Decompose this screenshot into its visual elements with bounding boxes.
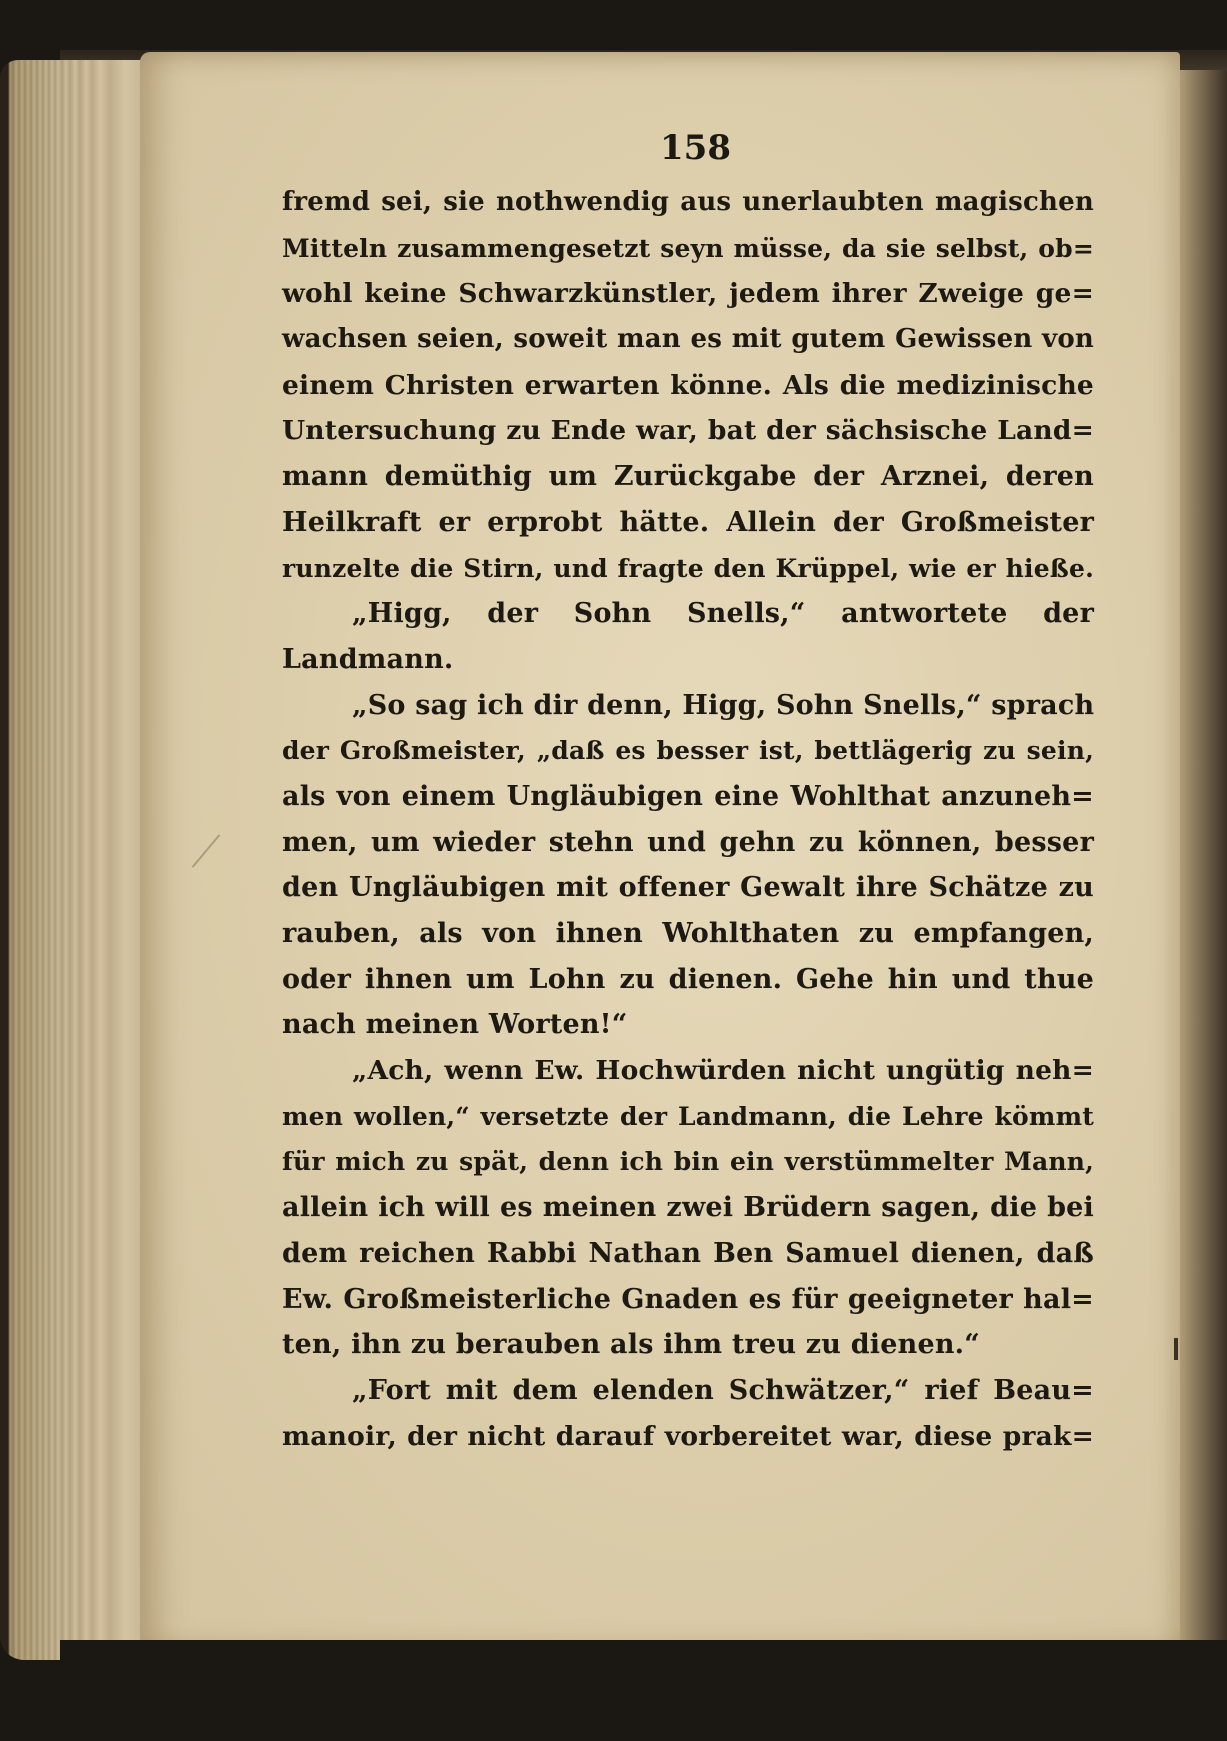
text-line: runzelte die Stirn, und fragte den Krüppel, wie er hieße. (282, 553, 1094, 583)
text-line: „So sag ich dir denn, Higg, Sohn Snells,“ sprach (352, 689, 1095, 721)
text-line: Landmann. (282, 643, 454, 675)
text-line: „Ach, wenn Ew. Hochwürden nicht ungütig neh= (352, 1055, 1094, 1087)
page-number: 158 (660, 128, 731, 168)
text-line: rauben, als von ihnen Wohlthaten zu empfangen, (282, 918, 1094, 949)
text-line: fremd sei, sie nothwendig aus unerlaubten magischen (282, 187, 1094, 217)
book-bottom-background (60, 1640, 1227, 1741)
text-line: als von einem Ungläubigen eine Wohlthat anzuneh= (282, 780, 1094, 812)
text-line: wohl keine Schwarzkünstler, jedem ihrer Zweige ge= (282, 278, 1094, 310)
text-line: men, um wieder stehn und gehn zu können, besser (282, 826, 1094, 858)
text-line: den Ungläubigen mit offener Gewalt ihre Schätze zu (282, 872, 1094, 904)
text-line: Heilkraft er erprobt hätte. Allein der Großmeister (282, 506, 1094, 538)
page-edge-tick (1174, 1338, 1178, 1360)
text-line: Ew. Großmeisterliche Gnaden es für geeigneter hal= (282, 1283, 1094, 1315)
text-line: Mitteln zusammengesetzt seyn müsse, da sie selbst, ob= (282, 233, 1094, 263)
text-line: „Higg, der Sohn Snells,“ antwortete der (352, 598, 1094, 630)
text-line: ten, ihn zu berauben als ihm treu zu dienen.“ (282, 1329, 981, 1361)
text-line: „Fort mit dem elenden Schwätzer,“ rief Beau= (352, 1374, 1094, 1406)
text-line: dem reichen Rabbi Nathan Ben Samuel dienen, daß (282, 1237, 1094, 1269)
text-line: allein ich will es meinen zwei Brüdern sagen, die bei (282, 1192, 1094, 1224)
text-line: einem Christen erwarten könne. Als die medizinische (282, 369, 1094, 401)
body-text (282, 180, 1094, 1459)
text-line: wachsen seien, soweit man es mit gutem Gewissen von (282, 324, 1094, 355)
text-line: manoir, der nicht darauf vorbereitet war, diese prak= (282, 1420, 1094, 1452)
text-line: mann demüthig um Zurückgabe der Arznei, deren (282, 461, 1094, 493)
text-line: men wollen,“ versetzte der Landmann, die Lehre kömmt (282, 1101, 1094, 1131)
text-line: für mich zu spät, denn ich bin ein verstümmelter Mann, (282, 1147, 1094, 1177)
text-line: der Großmeister, „daß es besser ist, bettlägerig zu sein, (282, 736, 1094, 766)
text-line: nach meinen Worten!“ (282, 1009, 628, 1041)
text-line: Untersuchung zu Ende war, bat der sächsische Land= (282, 415, 1094, 447)
text-line: oder ihnen um Lohn zu dienen. Gehe hin und thue (282, 963, 1094, 995)
